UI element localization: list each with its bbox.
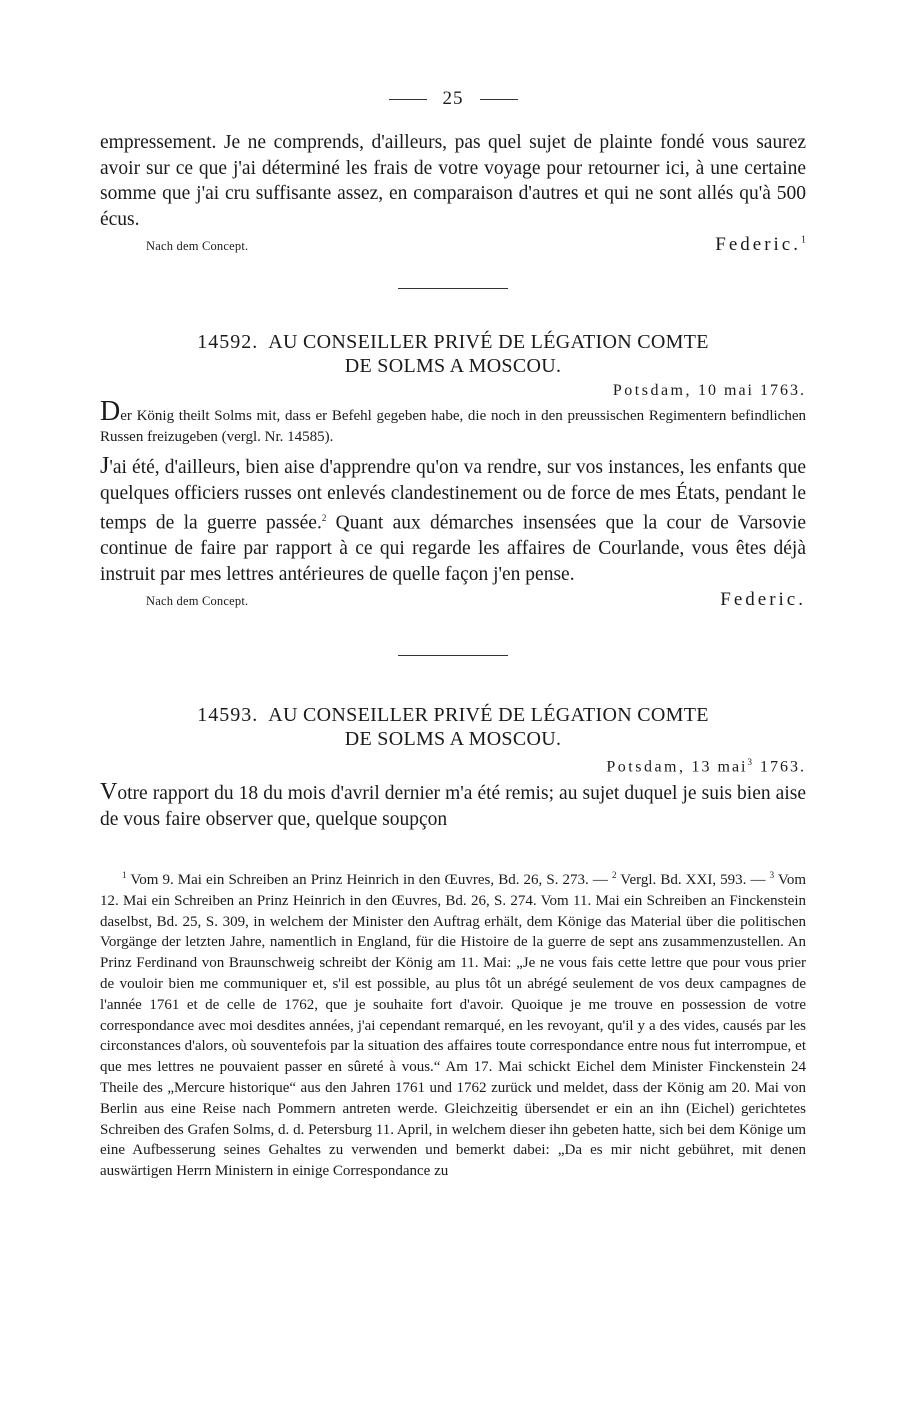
summary-initial: D bbox=[100, 396, 121, 427]
footnote-2-text: Vergl. Bd. XXI, 593. — bbox=[620, 872, 766, 888]
footnote-2-mark: 2 bbox=[611, 870, 617, 880]
place-date bbox=[100, 757, 806, 776]
heading-line2: DE SOLMS A MOSCOU. bbox=[344, 728, 562, 750]
letter-summary bbox=[100, 396, 806, 448]
date: 10 mai 1763. bbox=[698, 382, 806, 399]
heading-line2: DE SOLMS A MOSCOU. bbox=[344, 355, 562, 377]
continuation-source: Nach dem Concept. bbox=[146, 239, 249, 253]
place: Potsdam, bbox=[612, 382, 692, 399]
continuation-source-line bbox=[100, 234, 806, 256]
continuation-text: empressement. Je ne comprends, d'ailleurs, pas quel sujet de plainte fondé vous saurez avoir sur ce que j'ai déterminé les frais de votre voyage pour retourner ici, à une certaine somme que j'ai cru suffisante assez, en comparaison d'autres et qui ne sont allés qu'à 500 écus. bbox=[100, 132, 806, 230]
date-year: 1763. bbox=[760, 758, 806, 776]
letter-14593 bbox=[100, 703, 806, 832]
body-note: 2 bbox=[321, 513, 327, 523]
separator-2-wrap bbox=[100, 655, 806, 656]
header-rule-right bbox=[480, 99, 518, 100]
continuation-signature: Federic. bbox=[715, 234, 801, 255]
footnote-block bbox=[100, 865, 806, 1182]
footnotes bbox=[100, 865, 806, 1182]
letter-source: Nach dem Concept. bbox=[146, 594, 249, 608]
summary-text: er König theilt Solms mit, dass er Befehl gegeben habe, die noch in den preussischen Regimentern befindlichen Russen freizugeben (vergl. Nr. 14585). bbox=[100, 408, 806, 445]
letter-14592 bbox=[100, 330, 806, 611]
letter-number: 14592. bbox=[197, 331, 259, 353]
date: 13 mai bbox=[691, 758, 748, 776]
letter-heading bbox=[100, 330, 806, 378]
letter-source-line bbox=[100, 589, 806, 611]
letter-heading bbox=[100, 703, 806, 751]
letter-body bbox=[100, 454, 806, 587]
body-text: 'ai été, d'ailleurs, bien aise d'apprendre qu'on va rendre, sur vos instances, les enfants que quelques officiers russes ont enlevés clandestinement ou de force de mes États, pendant le temps de la guerre passée. bbox=[100, 457, 806, 534]
continuation-section bbox=[100, 130, 806, 256]
footnote-1-text: Vom 9. Mai ein Schreiben an Prinz Heinrich in den Œuvres, Bd. 26, S. 273. — bbox=[130, 872, 608, 888]
separator-2 bbox=[398, 655, 508, 656]
body-text: otre rapport du 18 du mois d'avril dernier m'a été remis; au sujet duquel je suis bien aise de vous faire observer que, quelque soupçon bbox=[100, 783, 806, 830]
continuation-signature-wrap bbox=[715, 234, 806, 256]
letter-body bbox=[100, 780, 806, 832]
place: Potsdam, bbox=[606, 758, 686, 776]
footnote-1-mark: 1 bbox=[122, 870, 127, 880]
footnote-3-mark: 3 bbox=[769, 870, 775, 880]
body-text-2: Quant aux démarches insensées que la cour de Varsovie continue de faire par rapport à ce qui regarde les affaires de Courlande, vous êtes déjà instruit par mes lettres antérieures de quelle façon j'en pense. bbox=[100, 512, 807, 585]
letter-number: 14593. bbox=[197, 704, 259, 726]
header-rule-left bbox=[389, 99, 427, 100]
separator-1 bbox=[398, 288, 508, 289]
page-number: 25 bbox=[442, 88, 464, 109]
body-initial: J bbox=[100, 453, 110, 479]
heading-line1: AU CONSEILLER PRIVÉ DE LÉGATION COMTE bbox=[268, 704, 709, 726]
footnote-3-text: Vom 12. Mai ein Schreiben an Prinz Heinrich in den Œuvres, Bd. 26, S. 274. Vom 11. Mai ein Schreiben an Finckenstein daselbst, Bd. 25, S. 309, in welchem der Minister den Auftrag erhält, dem Könige das Material über die politischen Vorgänge der letzten Jahre, namentlich in England, für die Histoire de la guerre de sept ans zusammenzustellen. An Prinz Ferdinand von Braunschweig schreibt der König am 11. Mai: „Je ne vous fais cette lettre que pour vous prier de vouloir bien me communiquer et, s'il est possible, au plus tôt un abrégé seulement de vos deux campagnes de l'année 1761 et de celle de 1762, que je souhaite fort d'avoir. Quoique je me trouve en possession de votre correspondance avec moi desdites années, j'ai cependant remarqué, en les revoyant, qu'il y a des vides, causés par les circonstances d'alors, où souventefois par la situation des affaires toute correspondance entre nous fut interrompue, et que mes lettres ne pouvaient passer en sûreté à vous.“ Am 17. Mai schickt Eichel dem Minister Finckenstein 24 Theile des „Mercure historique“ aus den Jahren 1761 und 1762 zurück und meldet, dass der König am 20. Mai von Berlin aus eine Reise nach Pommern antreten werde. Gleichzeitig übersendet er ein an ihn (Eichel) gerichtetes Schreiben des Grafen Solms, d. d. Petersburg 11. April, in welchem dieser ihn gebeten hatte, sich bei dem Könige um eine Aufbesserung seines Gehaltes zu verwenden und bemerkt dabei: „Da es mir nicht gebühret, mit denen auswärtigen Herrn Ministern in einige Correspondance zu bbox=[100, 872, 806, 1180]
place-date bbox=[100, 382, 806, 400]
letter-signature: Federic. bbox=[720, 589, 806, 610]
continuation-signature-note: 1 bbox=[801, 234, 806, 246]
heading-line1: AU CONSEILLER PRIVÉ DE LÉGATION COMTE bbox=[268, 331, 709, 353]
separator-1-wrap bbox=[100, 288, 806, 289]
body-initial: V bbox=[100, 779, 118, 806]
date-note: 3 bbox=[747, 757, 754, 767]
page-header bbox=[100, 88, 806, 110]
